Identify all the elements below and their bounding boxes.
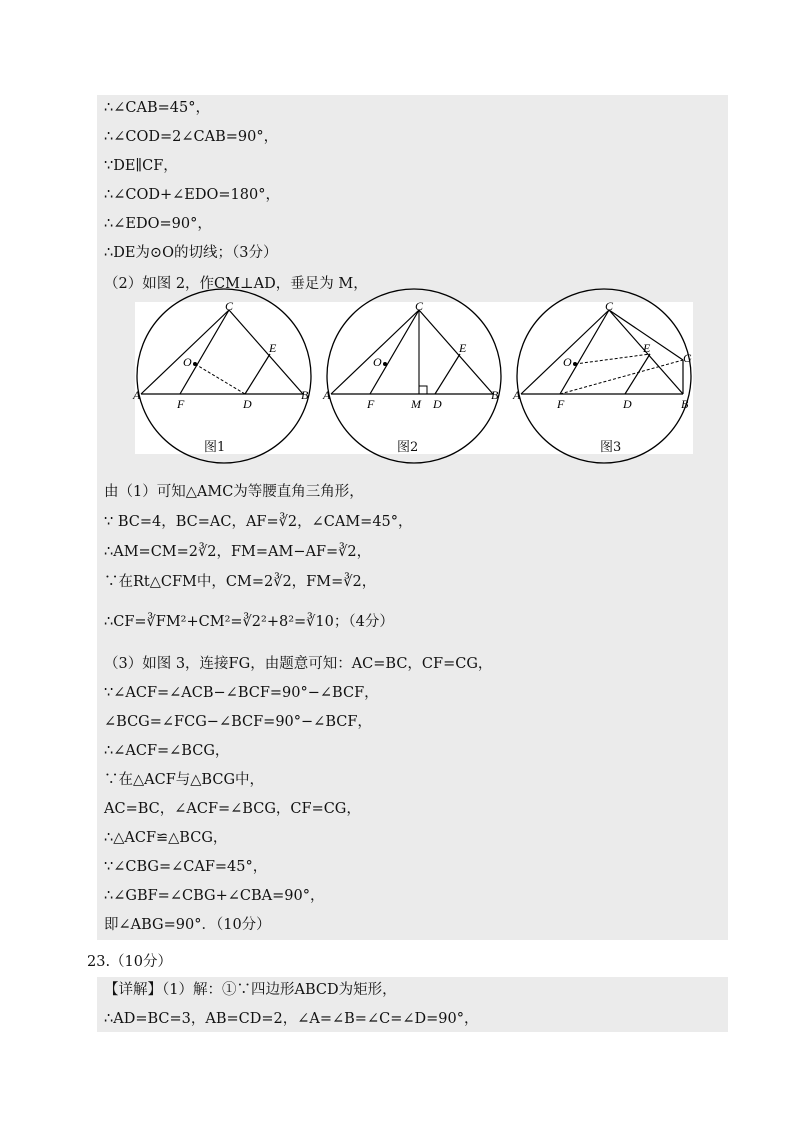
label-o: O [373, 355, 382, 369]
point-o-fig2 [383, 362, 387, 366]
proof-line: ∴∠EDO=90°， [104, 216, 212, 232]
label-b: B [491, 388, 499, 402]
proof-line: ∴∠COD+∠EDO=180°， [104, 187, 280, 203]
label-c: C [605, 299, 614, 313]
proof-line: AC=BC，∠ACF=∠BCG，CF=CG， [104, 801, 361, 817]
caption-fig1: 图1 [204, 440, 226, 455]
proof-line: ∴∠CAB=45°， [104, 100, 210, 116]
line-ac-fig1 [141, 310, 229, 394]
line-ac-fig2 [331, 310, 419, 394]
proof-line: 即∠ABG=90°．（10分） [104, 917, 271, 933]
geometry-figures [133, 299, 693, 454]
proof-line: 由（1）可知△AMC为等腰直角三角形， [104, 484, 364, 500]
label-a: A [513, 388, 521, 402]
proof-line: ∴AD=BC=3，AB=CD=2，∠A=∠B=∠C=∠D=90°， [104, 1011, 479, 1027]
label-o: O [563, 355, 572, 369]
question-23-heading: 23.（10分） [87, 954, 173, 970]
point-o-fig1 [193, 362, 197, 366]
point-o-fig3 [573, 362, 577, 366]
proof-line: ∵ BC=4，BC=AC，AF=∛2，∠CAM=45°， [104, 514, 413, 530]
proof-line: ∵∠ACF=∠ACB−∠BCF=90°−∠BCF， [104, 685, 379, 701]
line-de-fig1 [245, 354, 270, 394]
line-fg-fig3 [560, 360, 683, 394]
proof-line: ∵在Rt△CFM中，CM=2∛2，FM=∛2， [104, 574, 377, 590]
label-d: D [433, 397, 442, 411]
proof-line: ∵DE∥CF， [104, 158, 178, 174]
proof-line: ∴∠COD=2∠CAB=90°， [104, 129, 279, 145]
figure-svg [133, 299, 693, 454]
label-c: C [225, 299, 234, 313]
line-cf-fig3 [560, 310, 609, 394]
part2-intro: （2）如图 2，作CM⊥AD，垂足为 M， [104, 276, 368, 292]
proof-line: ∵∠CBG=∠CAF=45°， [104, 859, 268, 875]
line-cf-fig2 [370, 310, 419, 394]
label-o: O [183, 355, 192, 369]
proof-line: ∵在△ACF与△BCG中， [104, 772, 265, 788]
line-od-fig1 [195, 364, 245, 394]
label-e: E [459, 341, 467, 355]
label-e: E [269, 341, 277, 355]
proof-line: ∴∠ACF=∠BCG， [104, 743, 230, 759]
proof-line: 【详解】（1）解：①∵四边形ABCD为矩形， [104, 982, 397, 998]
caption-fig2: 图2 [397, 440, 419, 455]
proof-line: ∴AM=CM=2∛2，FM=AM−AF=∛2， [104, 544, 372, 560]
proof-line: ∴CF=∛FM²+CM²=∛2²+8²=∛10；（4分） [104, 614, 394, 630]
proof-line: （3）如图 3，连接FG，由题意可知：AC=BC，CF=CG， [104, 656, 493, 672]
label-a: A [323, 388, 331, 402]
label-d: D [623, 397, 632, 411]
label-a: A [133, 388, 141, 402]
line-dashed-fig3 [575, 354, 650, 364]
label-b: B [301, 388, 309, 402]
line-de-fig2 [435, 354, 460, 394]
proof-line: ∴△ACF≌△BCG， [104, 830, 228, 846]
line-ac-fig3 [521, 310, 609, 394]
label-b: B [681, 397, 689, 411]
proof-line: ∠BCG=∠FCG−∠BCF=90°−∠BCF， [104, 714, 372, 730]
label-c: C [415, 299, 424, 313]
label-f: F [367, 397, 375, 411]
label-e: E [643, 341, 651, 355]
line-cf-fig1 [180, 310, 229, 394]
label-f: F [177, 397, 185, 411]
line-de-fig3 [625, 354, 650, 394]
proof-line: ∴∠GBF=∠CBG+∠CBA=90°， [104, 888, 325, 904]
label-g: G [683, 351, 692, 365]
right-angle-mark [419, 386, 427, 394]
label-d: D [243, 397, 252, 411]
caption-fig3: 图3 [600, 440, 622, 455]
label-f: F [557, 397, 565, 411]
label-m: M [411, 397, 421, 411]
proof-line: ∴DE为⊙O的切线；（3分） [104, 245, 278, 261]
